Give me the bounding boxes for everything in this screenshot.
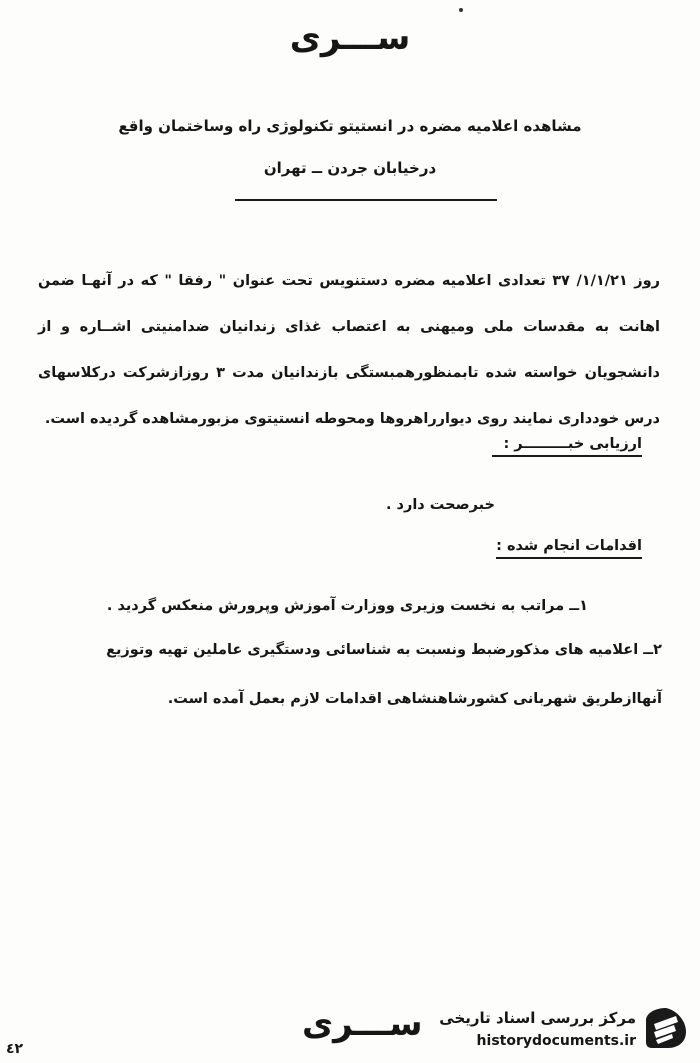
classification-header: ســـری: [289, 18, 411, 58]
action-item-2-line-1: ۲ــ اعلامیه های مذکورضبط ونسبت به شناسائی ودستگیری عاملین تهیه وتوزیع: [106, 642, 662, 658]
classification-footer: ســـری: [302, 1004, 423, 1044]
ink-dot: [459, 8, 463, 12]
archive-logo-icon: [642, 1004, 690, 1052]
action-item-1: ۱ــ مراتب به نخست وزیری ووزارت آموزش وپرورش منعکس گردید .: [106, 598, 588, 614]
actions-heading: اقدامات انجام شده :: [496, 538, 642, 559]
archive-url: historydocuments.ir: [476, 1033, 636, 1049]
assessment-heading: ارزیابی خبـــــــــر :: [492, 436, 642, 457]
subject-line-2: درخیابان جردن ــ تهران: [263, 159, 437, 177]
subject-line-1: مشاهده اعلامیه مضره در انستیتو تکنولوژی راه وساختمان واقع: [118, 117, 582, 135]
action-item-2-line-2: آنهاازطریق شهربانی کشورشاهنشاهی اقدامات لازم بعمل آمده است.: [167, 691, 662, 707]
report-paragraph: روز ۱/۱/۲۱/ ۳۷ تعدادی اعلامیه مضره دستنویس تحت عنوان " رفقا " که در آنهـا ضمن اهانت به مقدسات ملی ومیهنی به اعتصاب غذای زندانیان ضدامنیتی اشــاره و از دانشجویان خواسته شده تابمنظورهمبستگی بازندانیان مدت ۳ روزازشرکت درکلاسهای درس خودداری نمایند روی دیوارراهروها ومحوطه انستیتوی مزبورمشاهده گردیده است.: [38, 273, 660, 427]
subject-underline: [235, 199, 497, 201]
archive-watermark: [418, 1002, 692, 1058]
page-number: ٤٢: [6, 1041, 24, 1057]
assessment-text: خبرصحت دارد .: [385, 497, 495, 513]
archive-name: مرکز بررسی اسناد تاریخی: [439, 1009, 636, 1027]
